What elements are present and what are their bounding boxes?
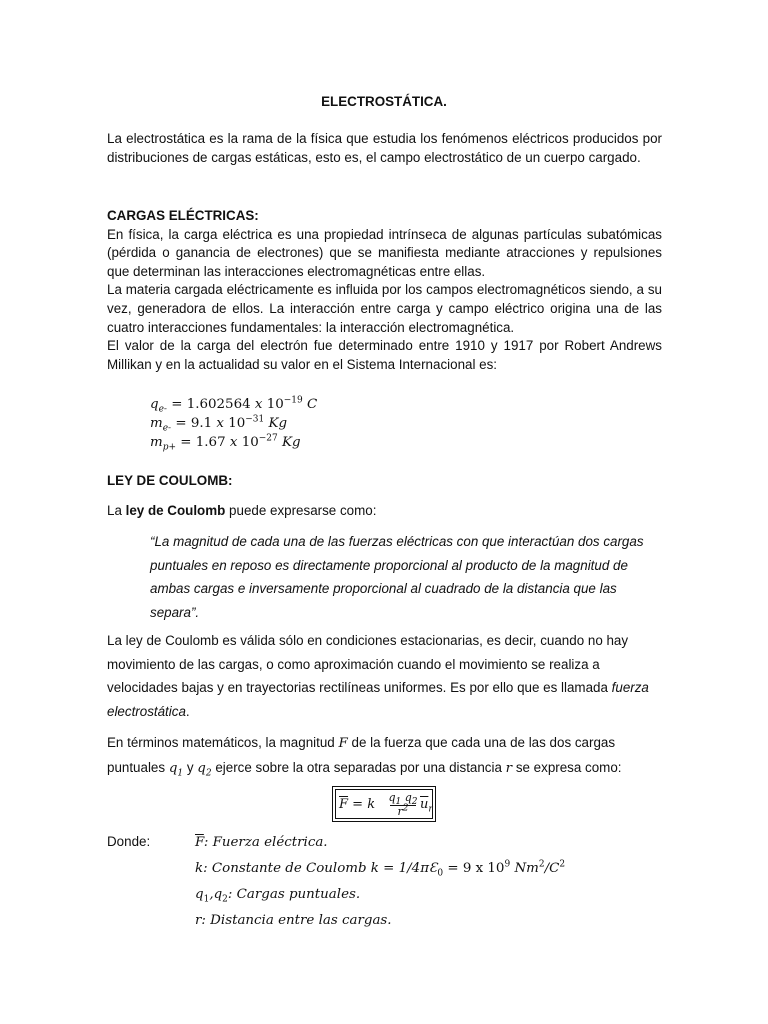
definitions-list [195,830,565,934]
cargas-paragraph-2: La materia cargada eléctricamente es influida por los campos electromagnéticos siendo, a su vez, generadora de ellos. La interacción entre carga y campo eléctrico origina una de las cuatro interacciones fundamentales: la interacción electromagnética. [107,282,662,335]
coulomb-term: ley de Coulomb [125,503,226,518]
cargas-paragraph-3: El valor de la carga del electrón fue determinado entre 1910 y 1917 por Robert Andrews Millikan y en la actualidad su valor en el Sistema Internacional es: [107,338,662,372]
section-heading-cargas: CARGAS ELÉCTRICAS: [107,208,259,223]
equation-electron-mass: $m_{e-} = 9.1$ x $10^{-31}$ Kg [150,414,288,434]
coulomb-quote: “La magnitud de cada una de las fuerzas eléctricas con que interactúan dos cargas puntuales en reposo es directamente proporcional al producto de la magnitud de ambas cargas e inversamente proporcional al cuadrado de la distancia que las separa”. [150,534,644,620]
equation-proton-mass: $m_{p+} = 1.67$ x $10^{-27}$ Kg [150,433,301,453]
coulomb-paragraph-2: En términos matemáticos, la magnitud F de la fuerza que cada una de las dos cargas puntuales $q_1$ y $q_2$ ejerce sobre la otra separadas por una distancia r se expresa como: [107,735,622,779]
definitions-label: Donde: [107,834,151,849]
cargas-paragraph-1: En física, la carga eléctrica es una propiedad intrínseca de algunas partículas subatómicas (pérdida o ganancia de electrones) que se manifiesta mediante atracciones y repulsiones que determinan las interacciones electromagnéticas entre ellas. [107,226,662,279]
coulomb-intro: La ley de Coulomb puede expresarse como: [107,503,377,518]
coulomb-paragraph-1: La ley de Coulomb es válida sólo en condiciones estacionarias, es decir, cuando no hay movimiento de las cargas, o como aproximación cuando el movimiento se realiza a velocidades bajas y en trayectorias rectilíneas uniformes. Es por ello que es llamada fuerza electrostática. [107,633,649,719]
definition-force: $\overline{F}$: Fuerza eléctrica. [195,835,328,850]
page-title: ELECTROSTÁTICA. [321,94,447,109]
definition-charges: $q_1,q_2$: Cargas puntuales. [195,887,361,905]
definition-distance: r: Distancia entre las cargas. [195,913,392,928]
section-heading-coulomb: LEY DE COULOMB: [107,473,233,488]
definition-constant: k: Constante de Coulomb $k = 1/4\pi Ɛ_0 = 9$ x $10^9$ $Nm^2/C^2$ [195,859,566,879]
section-cargas [107,207,662,374]
equation-electron-charge: $q_{e-} = 1.602564$ x $10^{-19}$ C [150,395,318,415]
intro-paragraph: La electrostática es la rama de la física que estudia los fenómenos eléctricos producidos por distribuciones de cargas estáticas, esto es, el campo electrostático de un cuerpo cargado. [107,131,662,165]
coulomb-formula: $\overline{F} = k$ $q_1$ $q_2$ $r^2$ $\overline{u}_r$ [332,786,436,822]
